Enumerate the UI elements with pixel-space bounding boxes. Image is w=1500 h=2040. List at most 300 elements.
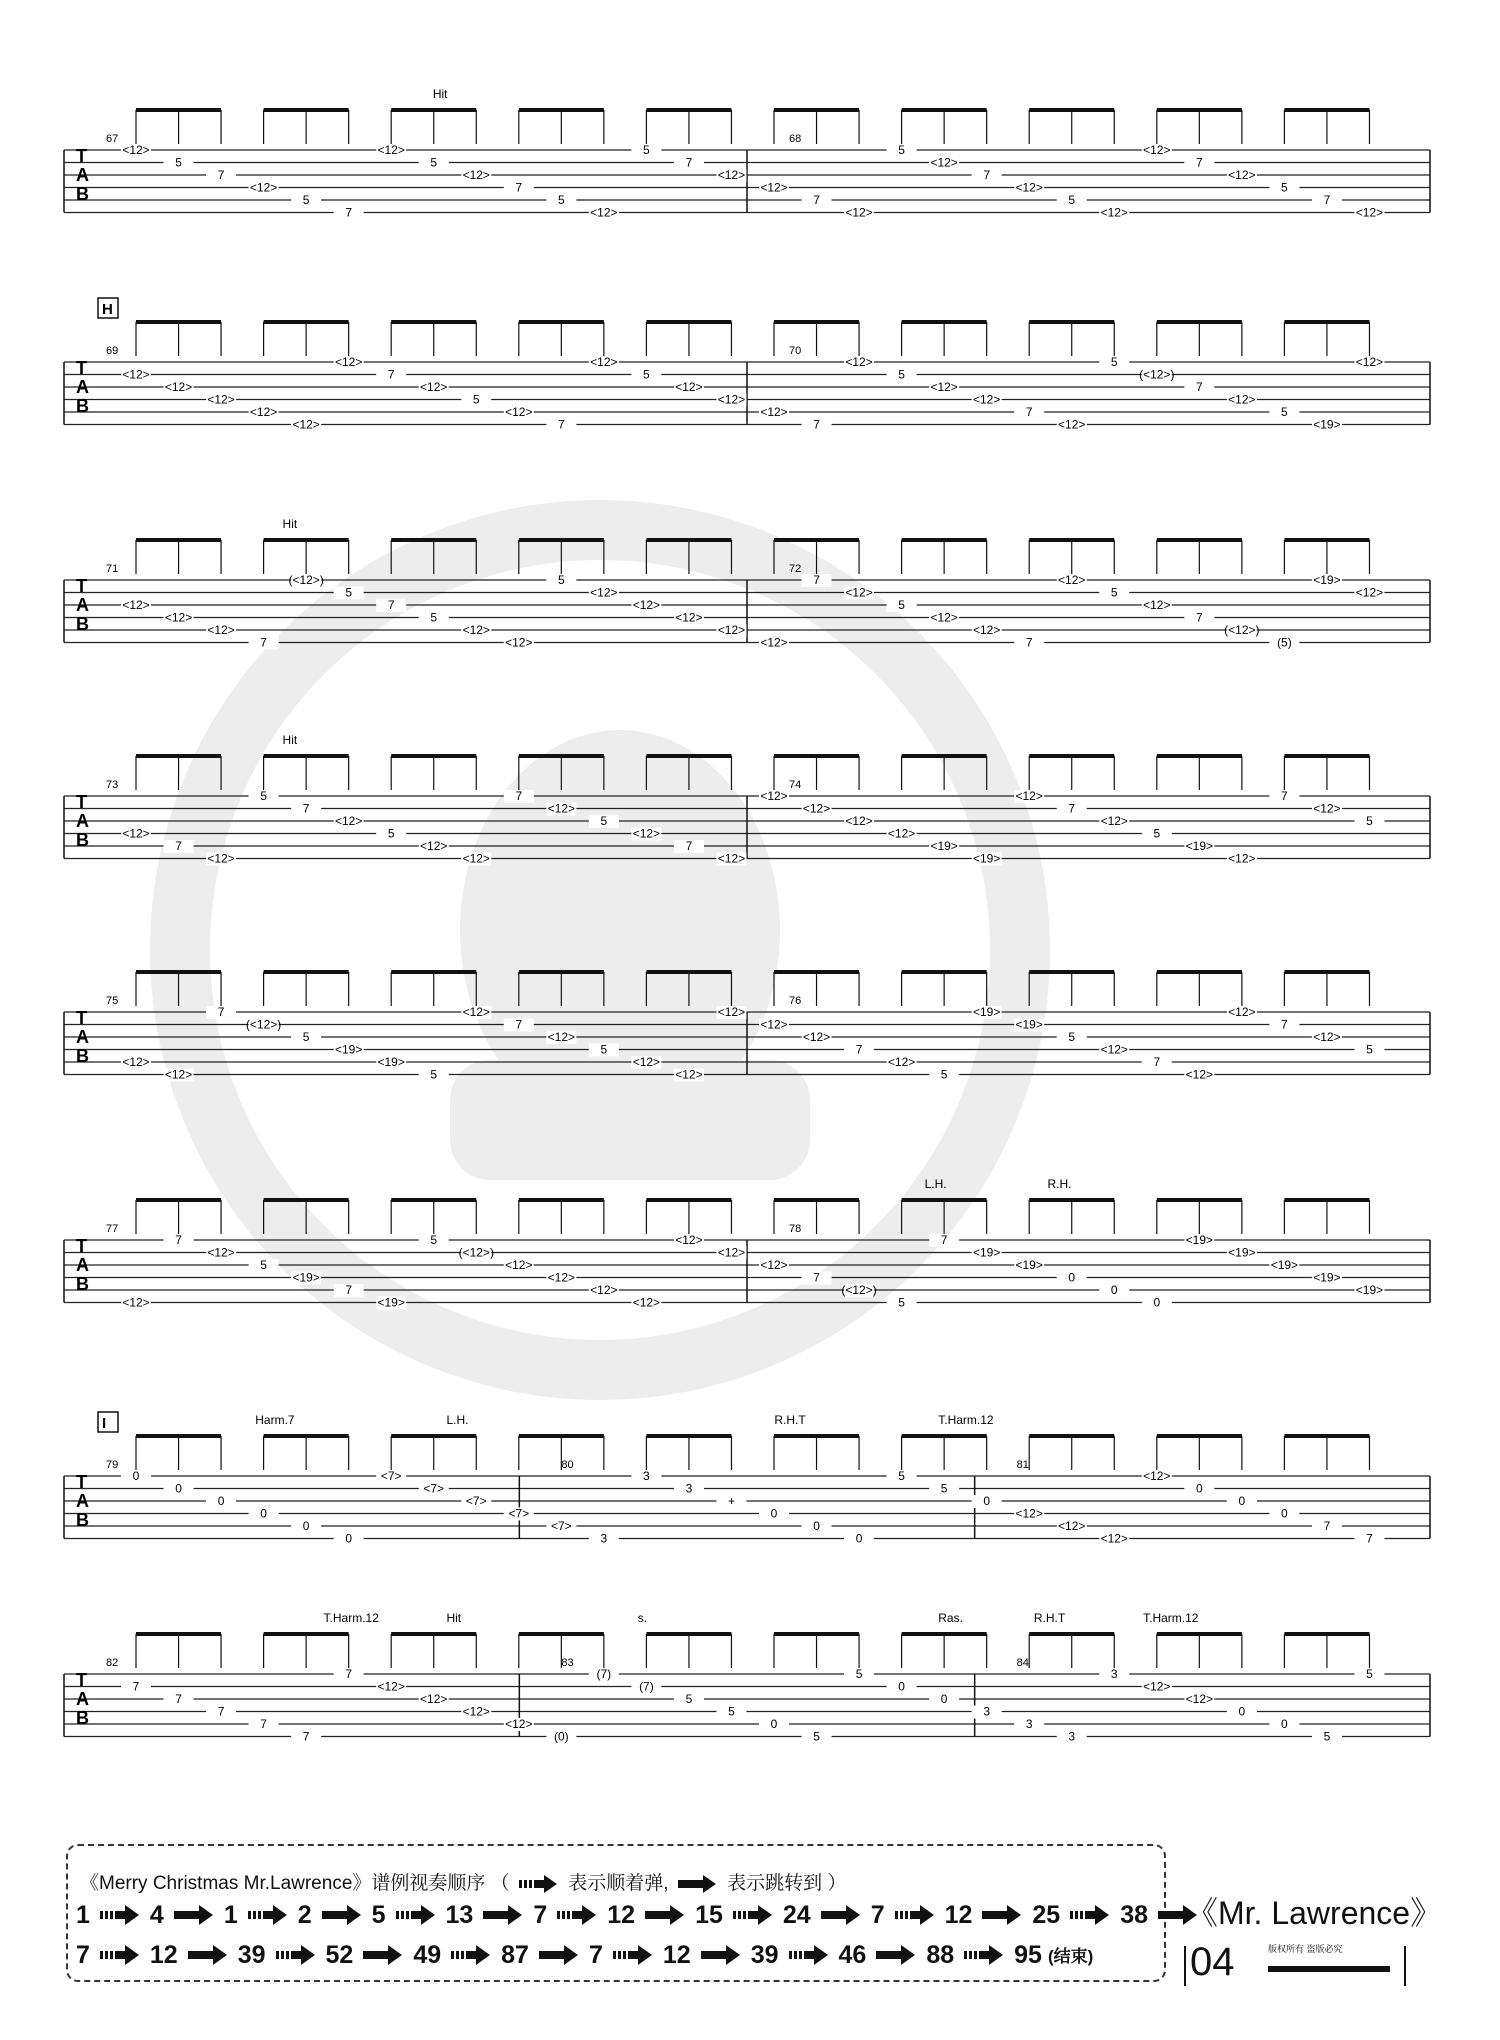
fret-number: <12> <box>887 826 916 841</box>
fret-number: + <box>727 1494 735 1508</box>
jump-arrow-icon <box>483 1905 523 1925</box>
fret-number: <12> <box>1143 1469 1171 1483</box>
measure-number: 81 <box>1016 1459 1029 1471</box>
measure-ref: 13 <box>445 1900 474 1929</box>
tab-clef-letter: A <box>76 377 89 397</box>
tab-clef-letter: B <box>76 396 89 416</box>
fret-number: 3 <box>1110 1667 1118 1681</box>
fret-number: <19> <box>1313 417 1341 432</box>
beam <box>1157 1632 1242 1636</box>
tab-clef-letter: T <box>76 1472 87 1492</box>
section-box <box>98 1412 118 1432</box>
sequential-arrow-icon <box>1070 1905 1110 1925</box>
beam <box>774 1632 859 1636</box>
fret-number: <7> <box>423 1481 445 1496</box>
fret-number: <19> <box>972 1245 1001 1260</box>
sequential-arrow-icon <box>895 1905 935 1925</box>
fret-number: <19> <box>334 1042 363 1057</box>
fret-number: (<12>) <box>1224 623 1260 637</box>
beam <box>519 1632 604 1636</box>
beam <box>1157 108 1242 112</box>
beam <box>646 538 731 542</box>
fret-number: <12> <box>1228 1005 1256 1019</box>
fret-number: <12> <box>1058 417 1086 432</box>
fret-number: 7 <box>217 168 225 182</box>
measure-ref: 7 <box>870 1900 885 1929</box>
fret-number: <12> <box>632 1295 661 1310</box>
fret-number: <12> <box>930 380 958 394</box>
technique-mark: Hit <box>282 733 298 747</box>
fret-number: (5) <box>1277 635 1292 650</box>
fret-number: <12> <box>462 1704 490 1719</box>
fret-number: 7 <box>302 801 310 816</box>
sequential-arrow-icon <box>733 1905 773 1925</box>
fret-number: 5 <box>557 573 565 587</box>
tab-clef-letter: T <box>76 146 87 166</box>
fret-number: 0 <box>770 1717 778 1731</box>
beam <box>519 538 604 542</box>
end-marker: (结束) <box>1047 1947 1094 1966</box>
fret-number: <19> <box>972 1005 1001 1019</box>
beam <box>136 538 221 542</box>
fret-number: <12> <box>1015 789 1043 803</box>
tab-system <box>64 970 1430 1082</box>
measure-ref: 87 <box>501 1940 529 1969</box>
tab-clef-letter: B <box>76 184 89 204</box>
fret-number: 7 <box>813 1270 820 1285</box>
beam <box>136 1198 221 1202</box>
fret-number: 5 <box>600 814 608 828</box>
fret-number: <12> <box>462 168 490 182</box>
fret-number: (7) <box>596 1667 612 1681</box>
fret-number: <7> <box>380 1469 402 1483</box>
beam <box>1029 1198 1114 1202</box>
fret-number: 7 <box>387 367 395 382</box>
fret-number: <12> <box>462 1005 490 1019</box>
fret-number: <12> <box>632 826 661 841</box>
measure-number: 84 <box>1016 1657 1029 1669</box>
jump-arrow-icon <box>821 1905 861 1925</box>
technique-mark: L.H. <box>924 1177 947 1191</box>
beam <box>902 320 987 324</box>
beam <box>1029 1434 1114 1438</box>
beam <box>1029 1632 1114 1636</box>
measure-ref: 1 <box>76 1900 90 1929</box>
fret-number: 7 <box>813 573 820 587</box>
measure-ref: 5 <box>371 1900 386 1929</box>
footer-rule <box>1268 1966 1390 1972</box>
beam <box>391 754 476 758</box>
fret-number: 5 <box>1281 405 1288 419</box>
fret-number: <12> <box>717 623 746 637</box>
fret-number: 7 <box>1323 1519 1331 1533</box>
technique-mark: s. <box>637 1611 648 1625</box>
measure-ref: 25 <box>1032 1900 1061 1929</box>
fret-number: 5 <box>302 1030 310 1044</box>
fret-number: 5 <box>940 1067 948 1082</box>
tab-clef-letter: A <box>76 1027 89 1047</box>
fret-number: 7 <box>813 193 820 207</box>
section-letter: H <box>102 301 113 318</box>
fret-number: 5 <box>898 367 905 382</box>
fret-number: <12> <box>930 610 958 625</box>
sequential-arrow-icon <box>789 1945 829 1965</box>
fret-number: 5 <box>1281 180 1288 195</box>
measure-number: 76 <box>789 995 802 1007</box>
play-order-row-2 <box>76 1940 1093 1970</box>
fret-number: 5 <box>643 367 650 382</box>
fret-number: <12> <box>632 1055 661 1069</box>
fret-number: <12> <box>292 417 320 432</box>
beam <box>519 754 604 758</box>
measure-number: 72 <box>789 563 802 575</box>
measure-ref: 15 <box>695 1900 723 1929</box>
fret-number: <19> <box>1313 1270 1341 1285</box>
beam <box>1284 108 1369 112</box>
fret-number: 0 <box>1195 1481 1203 1496</box>
measure-number: 79 <box>106 1459 119 1471</box>
fret-number: <12> <box>675 380 703 394</box>
play-order-row-1 <box>76 1900 1208 1930</box>
fret-number: <12> <box>122 1055 150 1069</box>
fret-number: 5 <box>813 1729 820 1744</box>
fret-number: <12> <box>207 1245 235 1260</box>
fret-number: 0 <box>1238 1494 1246 1508</box>
beam <box>1029 320 1114 324</box>
fret-number: (<12>) <box>458 1245 494 1260</box>
fret-number: <12> <box>632 598 661 612</box>
fret-number: 5 <box>685 1692 693 1706</box>
fret-number: <12> <box>164 1067 193 1082</box>
beam <box>1029 538 1114 542</box>
fret-number: <12> <box>122 598 150 612</box>
fret-number: 0 <box>260 1506 267 1521</box>
fret-number: <12> <box>717 1005 746 1019</box>
fret-number: <12> <box>1143 143 1171 157</box>
jump-arrow-icon <box>539 1945 579 1965</box>
section-letter: I <box>102 1415 107 1432</box>
fret-number: <12> <box>164 380 193 394</box>
beam <box>774 1198 859 1202</box>
fret-number: <12> <box>334 355 363 369</box>
tab-clef-letter: T <box>76 358 87 378</box>
fret-number: 5 <box>728 1704 735 1719</box>
fret-number: <12> <box>1058 573 1086 587</box>
fret-number: <19> <box>1015 1258 1043 1272</box>
beam <box>1284 1434 1369 1438</box>
legend-sequential-label: 表示顺着弹, <box>568 1873 669 1894</box>
fret-number: 5 <box>643 143 650 157</box>
fret-number: 7 <box>1195 155 1203 170</box>
fret-number: <12> <box>1100 205 1128 220</box>
fret-number: 5 <box>1366 1667 1373 1681</box>
fret-number: 7 <box>1195 380 1203 394</box>
fret-number: <19> <box>1185 839 1214 853</box>
measure-ref: 2 <box>297 1900 312 1929</box>
beam <box>1157 970 1242 974</box>
measure-ref: 88 <box>926 1940 955 1969</box>
beam <box>774 108 859 112</box>
tab-system <box>64 733 1430 866</box>
fret-number: 7 <box>1025 635 1033 650</box>
fret-number: <12> <box>717 1245 746 1260</box>
fret-number: 5 <box>1366 1042 1373 1057</box>
tab-clef-letter: T <box>76 792 87 812</box>
beam <box>646 1434 731 1438</box>
measure-ref: 1 <box>223 1900 238 1929</box>
fret-number: <12> <box>760 635 788 650</box>
tab-system <box>64 517 1430 650</box>
beam <box>264 538 349 542</box>
beam <box>646 320 731 324</box>
technique-mark: Hit <box>432 87 448 101</box>
fret-number: 7 <box>175 1692 182 1706</box>
fret-number: 5 <box>1323 1729 1331 1744</box>
fret-number: <12> <box>1143 598 1171 612</box>
fret-number: 5 <box>600 1042 608 1057</box>
fret-number: 0 <box>1238 1704 1246 1719</box>
beam <box>136 970 221 974</box>
fret-number: 3 <box>600 1531 608 1546</box>
technique-mark: R.H. <box>1047 1177 1072 1191</box>
measure-ref: 95 <box>1014 1940 1042 1969</box>
fret-number: 5 <box>1366 814 1373 828</box>
fret-number: 5 <box>1068 193 1076 207</box>
legend-jump-label: 表示跳转到 <box>727 1873 823 1894</box>
measure-number: 69 <box>106 345 119 357</box>
fret-number: 5 <box>387 826 395 841</box>
fret-number: 7 <box>1366 1531 1373 1546</box>
fret-number: <19> <box>1270 1258 1299 1272</box>
fret-number: 7 <box>217 1704 225 1719</box>
beam <box>519 1198 604 1202</box>
tab-system <box>64 87 1430 220</box>
tab-clef-letter: B <box>76 1708 89 1728</box>
fret-number: 0 <box>175 1481 182 1496</box>
tab-clef-letter: B <box>76 1046 89 1066</box>
tab-clef-letter: T <box>76 576 87 596</box>
fret-number: <7> <box>465 1494 487 1508</box>
fret-number: <12> <box>207 392 235 407</box>
fret-number: 3 <box>1068 1729 1076 1744</box>
fret-number: <12> <box>547 801 576 816</box>
fret-number: <19> <box>1355 1283 1384 1297</box>
beam <box>519 320 604 324</box>
technique-mark: T.Harm.12 <box>323 1611 379 1625</box>
beam <box>1284 538 1369 542</box>
fret-number: <12> <box>845 814 873 828</box>
technique-mark: L.H. <box>446 1413 469 1427</box>
beam <box>774 538 859 542</box>
fret-number: 0 <box>1281 1717 1288 1731</box>
tab-clef-letter: A <box>76 811 89 831</box>
technique-mark: T.Harm.12 <box>1143 1611 1199 1625</box>
fret-number: 7 <box>175 1233 182 1247</box>
fret-number: <12> <box>845 585 873 600</box>
fret-number: <12> <box>505 1717 533 1731</box>
beam <box>1284 970 1369 974</box>
sequential-arrow-icon <box>964 1945 1004 1965</box>
fret-number: <7> <box>550 1519 572 1533</box>
fret-number: <12> <box>1015 1506 1043 1521</box>
fret-number: 3 <box>685 1481 693 1496</box>
fret-number: 7 <box>260 635 267 650</box>
beam <box>519 108 604 112</box>
fret-number: <12> <box>845 205 873 220</box>
fret-number: 0 <box>1068 1270 1076 1285</box>
tab-clef-letter: A <box>76 595 89 615</box>
fret-number: 7 <box>217 1005 225 1019</box>
technique-mark: Hit <box>282 517 298 531</box>
jump-arrow-icon <box>363 1945 403 1965</box>
measure-number: 83 <box>561 1657 574 1669</box>
fret-number: 5 <box>345 585 353 600</box>
measure-number: 75 <box>106 995 119 1007</box>
fret-number: 5 <box>175 155 182 170</box>
legend-caption: 《Merry Christmas Mr.Lawrence》谱例视奏顺序 （ 表示顺着弹, 表示跳转到 ） <box>80 1873 847 1894</box>
fret-number: 7 <box>1281 1017 1288 1032</box>
beam <box>264 1632 349 1636</box>
beam <box>646 754 731 758</box>
fret-number: <12> <box>1058 1519 1086 1533</box>
fret-number: 5 <box>557 193 565 207</box>
fret-number: <12> <box>122 826 150 841</box>
beam <box>391 538 476 542</box>
tab-system <box>64 1177 1430 1310</box>
fret-number: 7 <box>685 155 693 170</box>
fret-number: 3 <box>983 1704 991 1719</box>
fret-number: <12> <box>590 585 618 600</box>
fret-number: <12> <box>420 839 448 853</box>
fret-number: <12> <box>760 789 788 803</box>
fret-number: 5 <box>430 1067 438 1082</box>
fret-number: 0 <box>770 1506 778 1521</box>
tab-clef-letter: A <box>76 1255 89 1275</box>
beam <box>1157 538 1242 542</box>
fret-number: <12> <box>1228 851 1256 866</box>
beam <box>1157 754 1242 758</box>
measure-ref: 49 <box>413 1940 442 1969</box>
fret-number: 7 <box>1281 789 1288 803</box>
fret-number: 5 <box>302 193 310 207</box>
fret-number: <12> <box>1185 1067 1214 1082</box>
measure-ref: 24 <box>782 1900 811 1929</box>
fret-number: 0 <box>983 1494 991 1508</box>
fret-number: <12> <box>590 355 618 369</box>
fret-number: 7 <box>685 839 693 853</box>
measure-number: 71 <box>106 563 119 575</box>
beam <box>1029 970 1114 974</box>
fret-number: <12> <box>1355 585 1384 600</box>
measure-number: 82 <box>106 1657 119 1669</box>
fret-number: <12> <box>334 814 363 828</box>
beam <box>391 108 476 112</box>
beam <box>646 1632 731 1636</box>
fret-number: <12> <box>1143 1679 1171 1694</box>
fret-number: 5 <box>430 610 438 625</box>
beam <box>1157 1198 1242 1202</box>
fret-number: (<12>) <box>841 1283 877 1297</box>
tab-clef-letter: T <box>76 1670 87 1690</box>
beam <box>902 1632 987 1636</box>
fret-number: <7> <box>508 1506 530 1521</box>
fret-number: <12> <box>675 1067 703 1082</box>
fret-number: <12> <box>1355 355 1384 369</box>
sequential-arrow-icon <box>451 1945 491 1965</box>
beam <box>136 1632 221 1636</box>
fret-number: 5 <box>430 155 438 170</box>
fret-number: <12> <box>760 1258 788 1272</box>
page-bar-right <box>1404 1946 1406 1986</box>
beam <box>774 1434 859 1438</box>
jump-arrow-icon <box>876 1945 916 1965</box>
beam <box>391 1198 476 1202</box>
beam <box>902 108 987 112</box>
fret-number: <12> <box>887 1055 916 1069</box>
fret-number: <12> <box>1100 1042 1128 1057</box>
fret-number: 5 <box>260 789 267 803</box>
fret-number: <12> <box>1228 168 1256 182</box>
tab-clef-letter: B <box>76 830 89 850</box>
fret-number: <12> <box>420 1692 448 1706</box>
fret-number: 5 <box>1068 1030 1076 1044</box>
fret-number: 7 <box>940 1233 948 1247</box>
beam <box>646 1198 731 1202</box>
sequential-arrow-icon <box>613 1945 653 1965</box>
fret-number: (<12>) <box>288 573 324 587</box>
measure-number: 74 <box>789 779 802 791</box>
measure-ref: 52 <box>325 1940 354 1969</box>
beam <box>646 970 731 974</box>
fret-number: <12> <box>122 367 150 382</box>
fret-number: 0 <box>1110 1283 1118 1297</box>
beam <box>1284 754 1369 758</box>
measure-number: 68 <box>789 133 802 145</box>
fret-number: (<12>) <box>1139 367 1175 382</box>
sequential-arrow-icon <box>100 1905 140 1925</box>
measure-ref: 7 <box>76 1940 90 1969</box>
fret-number: 5 <box>898 598 905 612</box>
beam <box>391 1434 476 1438</box>
fret-number: 7 <box>345 205 353 220</box>
measure-ref: 12 <box>607 1900 636 1929</box>
sequential-arrow-icon <box>248 1905 288 1925</box>
beam <box>1157 320 1242 324</box>
fret-number: <12> <box>717 392 746 407</box>
jump-arrow-icon <box>188 1945 228 1965</box>
fret-number: <12> <box>505 635 533 650</box>
technique-mark: T.Harm.12 <box>938 1413 994 1427</box>
technique-mark: R.H.T <box>774 1413 806 1427</box>
fret-number: 0 <box>855 1531 863 1546</box>
fret-number: <12> <box>675 1233 703 1247</box>
fret-number: <12> <box>462 623 490 637</box>
jump-arrow-icon <box>701 1945 741 1965</box>
tab-system <box>64 1611 1430 1744</box>
fret-number: <12> <box>760 180 788 195</box>
fret-number: <12> <box>760 1017 788 1032</box>
fret-number: <12> <box>377 1679 405 1694</box>
fret-number: <12> <box>1100 1531 1128 1546</box>
fret-number: <12> <box>462 851 490 866</box>
fret-number: 0 <box>1281 1506 1288 1521</box>
fret-number: <12> <box>1355 205 1384 220</box>
measure-ref: 4 <box>149 1900 164 1929</box>
measure-ref: 12 <box>944 1900 973 1929</box>
beam <box>264 1434 349 1438</box>
fret-number: 7 <box>855 1042 863 1057</box>
beam <box>902 754 987 758</box>
